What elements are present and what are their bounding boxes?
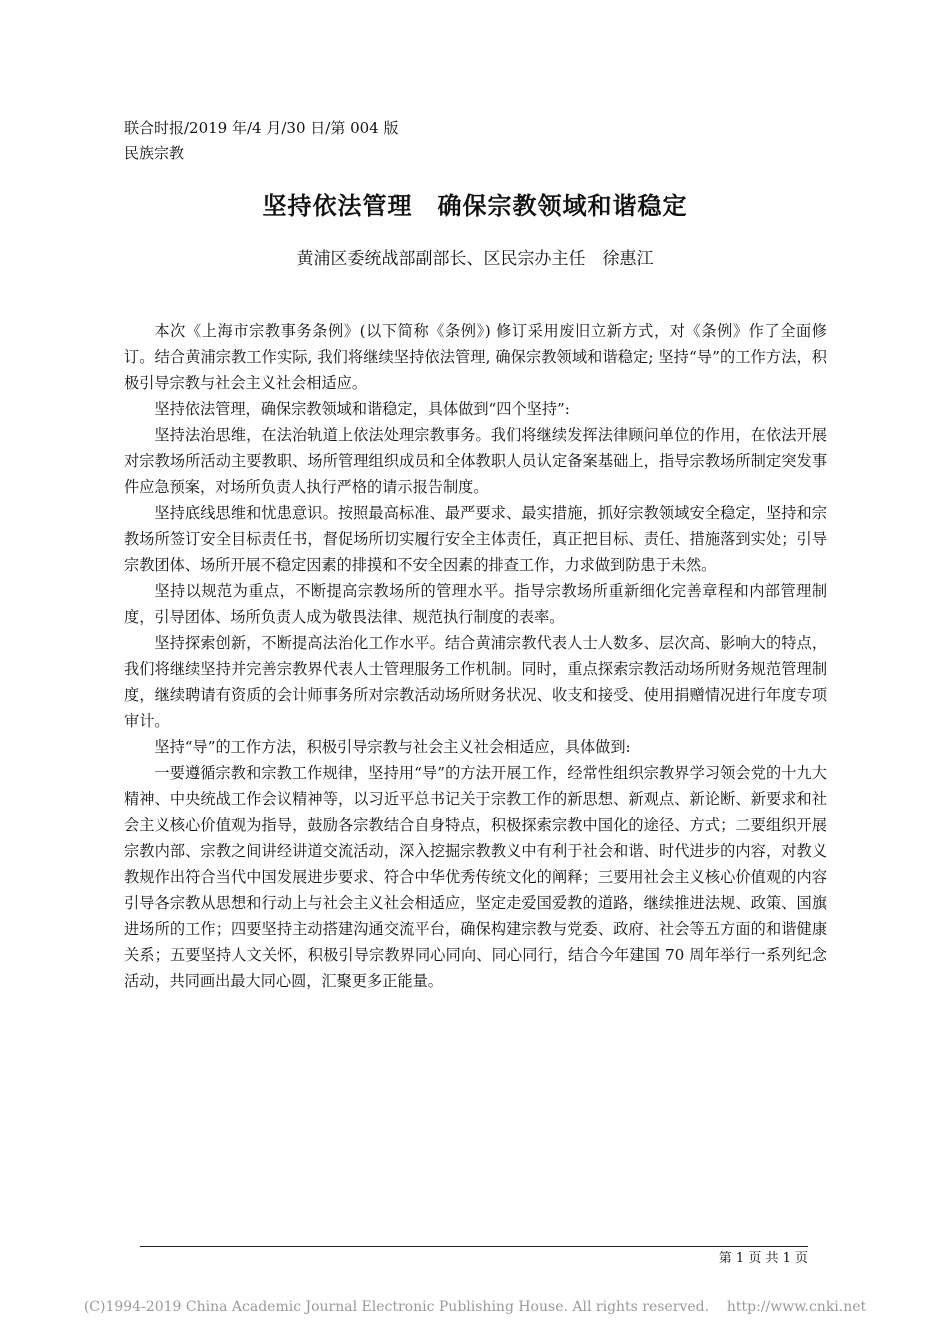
paragraph: 坚持“导”的工作方法，积极引导宗教与社会主义社会相适应，具体做到: [154,738,631,756]
page-indicator: 第 1 页 共 1 页 [718,1251,808,1266]
copyright-notice: (C)1994-2019 China Academic Journal Electronic Publishing House. All rights reserved. http://www.cnki.net [83,1299,867,1315]
paragraph: 一要遵循宗教和宗教工作规律，坚持用“导”的方法开展工作，经常性组织宗教界学习领会党的十九大精神、中央统战工作会议精神等，以习近平总书记关于宗教工作的新思想、新观点、新论断、新要求和社会主义核心价值观为指导，鼓励各宗教结合自身特点，积极探索宗教中国化的途径、方式；二要组织开展宗教内部、宗教之间讲经讲道交流活动，深入挖掘宗教教义中有利于社会和谐、时代进步的内容，对教义教规作出符合当代中国发展进步要求、符合中华优秀传统文化的阐释；三要用社会主义核心价值观的内容引导各宗教从思想和行动上与社会主义社会相适应，坚定走爱国爱教的道路，继续推进法规、政策、国旗进场所的工作；四要坚持主动搭建沟通交流平台，确保构建宗教与党委、政府、社会等五方面的和谐健康关系；五要坚持人文关怀，积极引导宗教界同心同向、同心同行，结合今年建国 70 周年举行一系列纪念活动，共同画出最大同心圆，汇聚更多正能量。 [124,764,827,990]
article-title: 坚持依法管理 确保宗教领域和谐稳定 [262,192,688,220]
article-author: 黄浦区委统战部副部长、区民宗办主任 徐惠江 [296,249,654,269]
source-block [124,116,399,166]
paragraph: 坚持底线思维和忧患意识。按照最高标准、最严要求、最实措施，抓好宗教领域安全稳定，坚持和宗教场所签订安全目标责任书，督促场所切实履行安全主体责任，真正把目标、责任、措施落到实处；引导宗教团体、场所开展不稳定因素的排摸和不安全因素的排查工作，力求做到防患于未然。 [124,504,827,574]
paragraph: 坚持依法管理，确保宗教领域和谐稳定，具体做到“四个坚持”: [154,400,570,418]
publication-source: 联合时报/2019 年/4 月/30 日/第 004 版 [124,119,399,137]
footer-divider [140,1246,808,1247]
paragraph: 坚持法治思维，在法治轨道上依法处理宗教事务。我们将继续发挥法律顾问单位的作用，在依法开展对宗教场所活动主要教职、场所管理组织成员和全体教职人员认定备案基础上，指导宗教场所制定突发事件应急预案，对场所负责人执行严格的请示报告制度。 [124,426,827,496]
paragraph: 本次《上海市宗教事务条例》(以下简称《条例》) 修订采用废旧立新方式，对《条例》作了全面修订。结合黄浦宗教工作实际, 我们将继续坚持依法管理, 确保宗教领域和谐稳定; 坚持“导”的工作方法，积极引导宗教与社会主义社会相适应。 [124,322,827,392]
paragraph: 坚持以规范为重点，不断提高宗教场所的管理水平。指导宗教场所重新细化完善章程和内部管理制度，引导团体、场所负责人成为敬畏法律、规范执行制度的表率。 [124,582,827,626]
paragraph: 坚持探索创新，不断提高法治化工作水平。结合黄浦宗教代表人士人数多、层次高、影响大的特点，我们将继续坚持并完善宗教界代表人士管理服务工作机制。同时，重点探索宗教活动场所财务规范管理制度，继续聘请有资质的会计师事务所对宗教活动场所财务状况、收支和接受、使用捐赠情况进行年度专项审计。 [124,634,827,730]
section-name: 民族宗教 [124,144,185,162]
article-body [124,318,827,994]
